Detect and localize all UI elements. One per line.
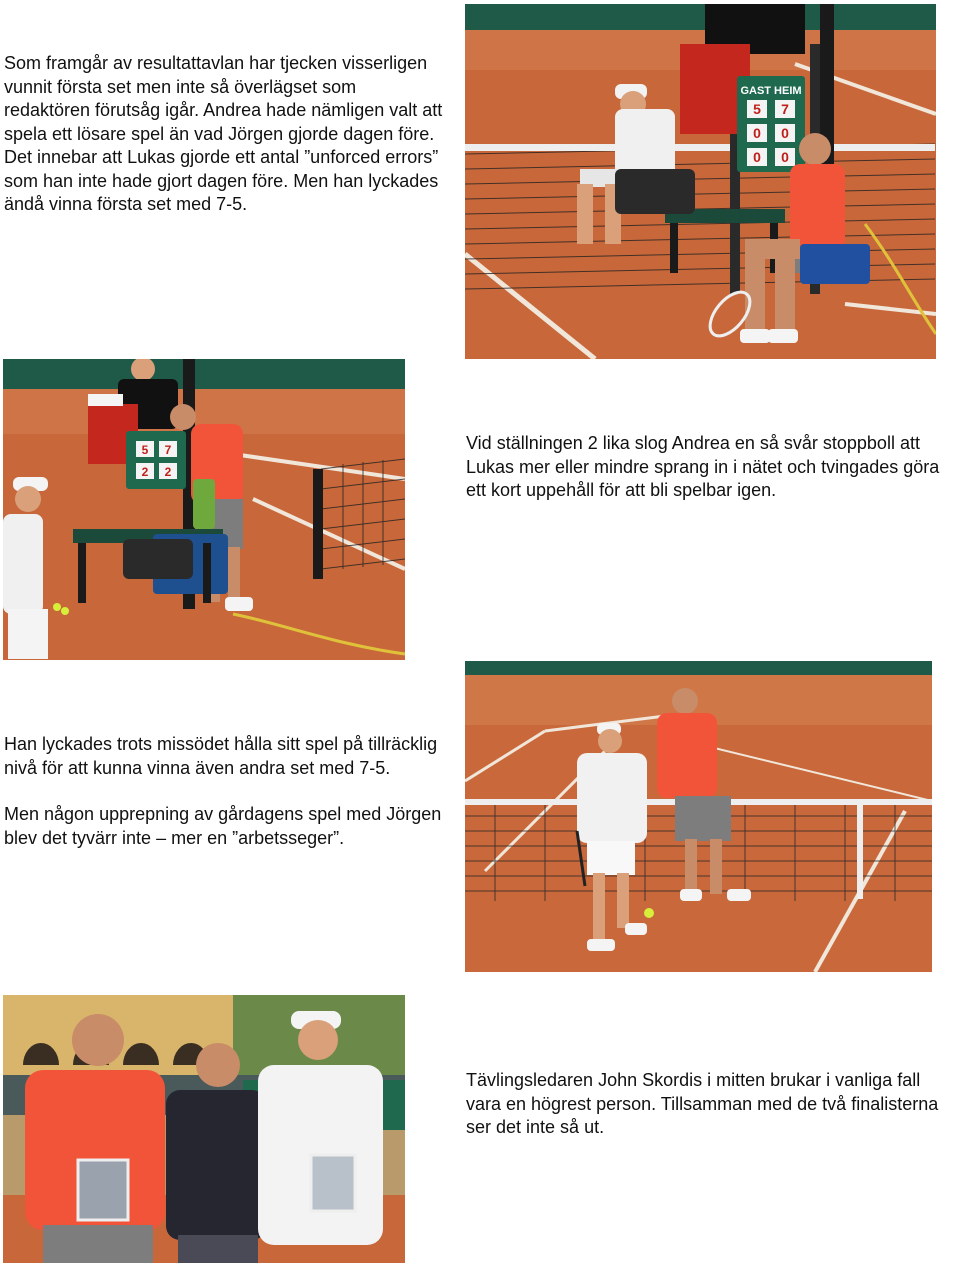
paragraph-text: Han lyckades trots missödet hålla sitt spel på tillräcklig nivå för att kunna vinna även andra set med 7-5. (4, 734, 438, 778)
score-cell: 0 (781, 125, 789, 141)
paragraph-text: Tävlingsledaren John Skordis i mitten brukar i vanliga fall vara en högrest person. Tillsamman med de två finalisterna ser det inte så ut. (466, 1070, 939, 1137)
paragraph-text: Som framgår av resultattavlan har tjecken visserligen vunnit första set men inte så överlägset som redaktören förutsåg igår. Andrea hade nämligen valt att spela ett lösare spel än vad Jörgen gjorde dagen före. Det innebar att Lukas gjorde ett antal ”unforced errors” som han inte hade gjort dagen före. Men han lyckades ändå vinna första set med 7-5. (4, 53, 443, 214)
score-cell: 5 (141, 443, 149, 457)
paragraph-text: Men någon upprepning av gårdagens spel med Jörgen blev det tyvärr inte – mer en ”arbetsseger”. (4, 804, 442, 848)
score-cell: 2 (164, 465, 172, 479)
paragraph-drop-shot (466, 432, 960, 503)
score-cell: 7 (781, 101, 789, 117)
photo-prize-ceremony (3, 995, 405, 1263)
photo-changeover-bench (465, 4, 936, 359)
score-cell: 0 (781, 149, 789, 165)
paragraph-tournament-director (466, 1069, 960, 1140)
score-cell: 0 (753, 149, 761, 165)
scoreboard-1 (737, 76, 805, 172)
score-cell: 2 (141, 465, 149, 479)
paragraph-second-set (4, 733, 454, 850)
score-cell: 0 (753, 125, 761, 141)
scoreboard-header: GAST HEIM (740, 85, 802, 97)
score-cell: 5 (753, 101, 761, 117)
photo-handshake (465, 661, 932, 972)
photo-towel-break (3, 359, 405, 660)
paragraph-text: Vid ställningen 2 lika slog Andrea en så svår stoppboll att Lukas mer eller mindre sprang in i nätet och tvingades göra ett kort uppehåll för att bli spelbar igen. (466, 433, 940, 500)
scoreboard-2 (126, 431, 186, 489)
score-cell: 7 (164, 443, 172, 457)
paragraph-first-set (4, 52, 444, 217)
